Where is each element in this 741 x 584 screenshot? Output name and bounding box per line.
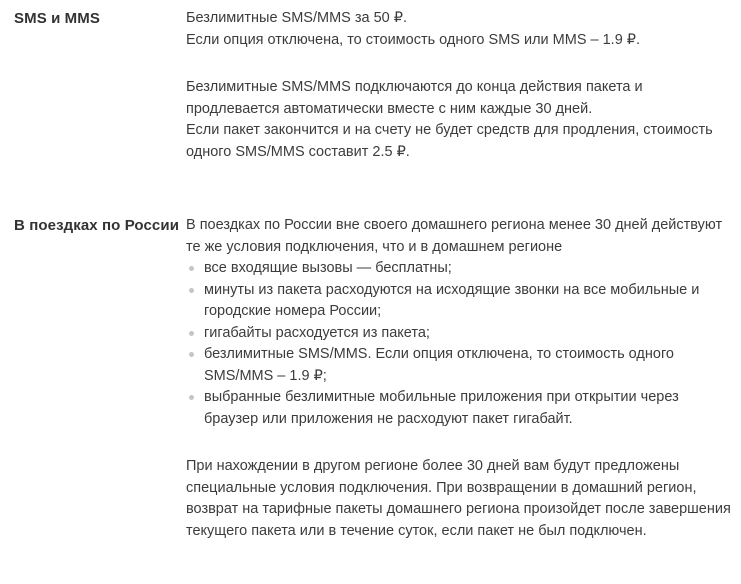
list-item-text: безлимитные SMS/MMS. Если опция отключена, то стоимость одного SMS/MMS – 1.9 ₽; xyxy=(204,346,674,384)
closing-paragraph: При нахождении в другом регионе более 30 дней вам будут предложены специальные условия подключения. При возвращении в домашний регион, возврат на тарифные пакеты домашнего региона произойдет после завершения текущего пакета или в течение суток, если пакет не был подключен. xyxy=(186,458,731,539)
list-item-text: гигабайты расходуется из пакета; xyxy=(204,324,430,341)
list-item xyxy=(186,323,731,345)
paragraph-sms-price xyxy=(186,8,731,51)
bullet-icon xyxy=(189,395,194,400)
paragraph-sms-renewal xyxy=(186,77,731,163)
list-item xyxy=(186,344,731,387)
bullet-icon xyxy=(189,352,194,357)
section-label-travel-russia: В поездках по России xyxy=(14,217,180,234)
list-item xyxy=(186,280,731,323)
section-content-sms-mms xyxy=(186,8,731,163)
list-item xyxy=(186,387,731,430)
section-content-travel-russia xyxy=(186,215,731,542)
section-sms-mms xyxy=(14,8,731,163)
text-line: Безлимитные SMS/MMS подключаются до конца действия пакета и продлевается автоматически вместе с ним каждые 30 дней. xyxy=(186,79,643,117)
list-item xyxy=(186,258,731,280)
text-line: Безлимитные SMS/MMS за 50 ₽. xyxy=(186,10,407,26)
bullet-icon xyxy=(189,288,194,293)
text-line: Если пакет закончится и на счету не будет средств для продления, стоимость одного SMS/MMS составит 2.5 ₽. xyxy=(186,122,713,160)
section-label-sms-mms: SMS и MMS xyxy=(14,10,100,27)
list-item-text: все входящие вызовы — бесплатны; xyxy=(204,260,452,276)
bullet-icon xyxy=(189,266,194,271)
list-item-text: выбранные безлимитные мобильные приложения при открытии через браузер или приложения не расходуют пакет гигабайт. xyxy=(204,389,679,427)
conditions-list xyxy=(186,258,731,430)
intro-paragraph: В поездках по России вне своего домашнего региона менее 30 дней действуют те же условия подключения, что и в домашнем регионе xyxy=(186,217,723,255)
section-travel-russia xyxy=(14,215,731,542)
bullet-icon xyxy=(189,331,194,336)
list-item-text: минуты из пакета расходуются на исходящие звонки на все мобильные и городские номера России; xyxy=(204,281,700,319)
text-line: Если опция отключена, то стоимость одного SMS или MMS – 1.9 ₽. xyxy=(186,31,641,48)
